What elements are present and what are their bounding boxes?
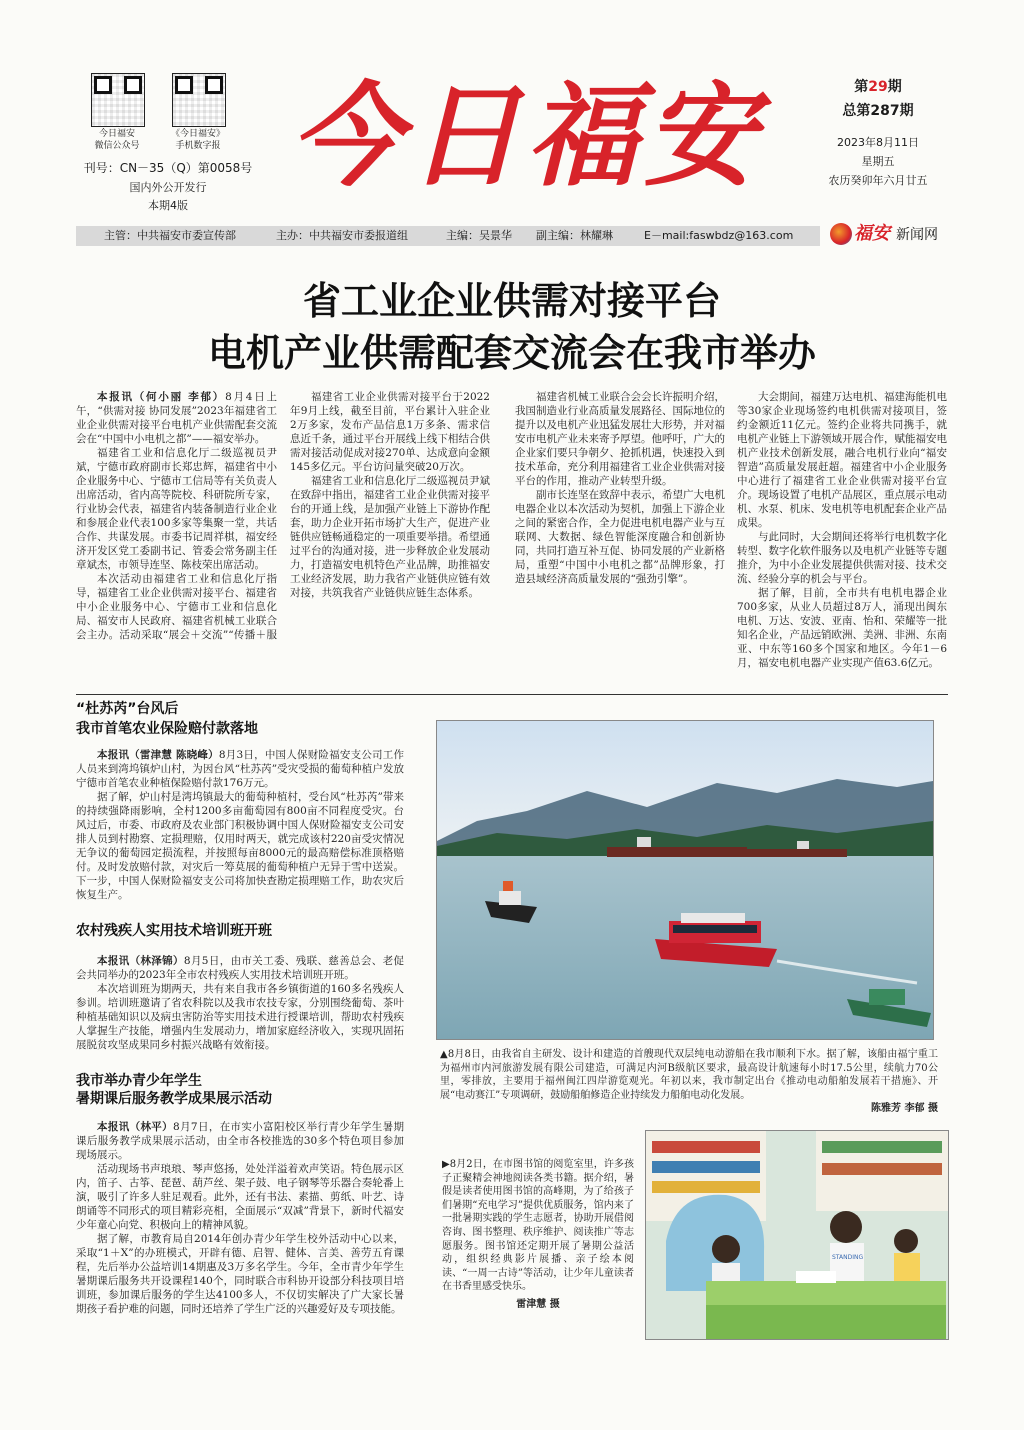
chief-editor-text: 主编：吴景华 (446, 229, 512, 242)
qr-code-wechat[interactable] (91, 73, 145, 127)
logo-site-text: 新闻网 (896, 227, 938, 243)
table-front (706, 1305, 946, 1339)
lead-column-4: 大会期间，福建万达电机、福建海能机电等30家企业现场签约电机供需对接项目，签约金额近11亿元。签约企业将共同携手，就电机产业链上下游领域开展合作，赋能福安电机产业技术创新发展，融合电机行业向“福安智造”高质量发展赶超。福建省中小企业服务中心进行了福建省工业企业供需对接平台宣介。现场设置了电机产品展区，重点展示电动机、水泵、机床、发电机等电机配套企业产品成果。 与此同时，大会期间还将举行电机数字化转型、数字化软件服务以及电机产业链等专题推介，为中小企业发展提供供需对接、技术交流、经验分享的机会与平台。 据了解，目前，全市共有电机电器企业700多家，从业人员超过8万人，涌现出闽东电机、万达、安波、亚南、怡和、荣耀等一批知名企业，产品远销欧洲、美洲、非洲、东南亚、中东等160多个国家和地区。今年1－6月，福安电机电器产业实现产值63.6亿元。 (737, 391, 947, 669)
issue-number: 第29期 (854, 79, 902, 95)
article2-title-1: “杜苏芮”台风后 (76, 701, 179, 717)
edition-count: 本期4版 (148, 199, 188, 212)
qr-label-digital-paper: 《今日福安》 手机数字报 (170, 129, 225, 151)
open-book (796, 1271, 836, 1283)
electric-tour-boat (655, 913, 777, 967)
qr-code-digital-paper[interactable] (172, 73, 226, 127)
section-divider (76, 694, 948, 695)
photo-electric-boat (436, 720, 934, 1040)
article4-body: 本报讯（林平）8月7日，在市实小富阳校区举行青少年学生暑期课后服务教学成果展示活动，由全市各校推选的30多个特色项目参加现场展示。 活动现场书声琅琅、琴声悠扬，处处洋溢着欢声笑语。特色展示区内，笛子、古筝、琵琶、葫芦丝、架子鼓、电子钢琴等乐器合奏轮番上演，吸引了许多人驻足观看。此外，还有书法、素描、剪纸、叶艺、诗朗诵等不同形式的项目精彩亮相，全面展示“双减”背景下，新时代福安少年童心向党、积极向上的精神风貌。 据了解，市教育局自2014年创办青少年学生校外活动中心以来，采取“1＋X”的办班模式，开辟有德、启智、健体、言美、善劳五育课程，先后举办公益培训14期惠及3万多名学生。今年，全市青少年学生暑期课后服务共开设课程140个，同时联合市科协开设部分科技项目培训班，参加课后服务的学生达4100多人，不仅切实解决了广大家长暑期孩子看护难的问题，同时还培养了学生广泛的兴趣爱好及专项技能。 (76, 1121, 404, 1315)
lunar-date: 农历癸卯年六月廿五 (828, 174, 928, 187)
photo1-credit: 陈雅芳 李郁 摄 (871, 1103, 938, 1115)
article4-title-1: 我市举办青少年学生 (76, 1073, 202, 1089)
lead-headline-2: 电机产业供需配套交流会在我市举办 (207, 331, 816, 375)
lead-byline: 本报讯（何小丽 李郁） (97, 391, 226, 403)
shirt-text: STANDING (832, 1254, 864, 1261)
issue-date: 2023年8月11日 (837, 136, 919, 149)
photo-electric-boat-svg (437, 721, 933, 1039)
article2-body: 本报讯（雷津慧 陈晓峰）8月3日，中国人保财险福安支公司工作人员来到湾坞镇炉山村，为因台风“杜苏芮”受灾受损的葡萄种植户发放宁德市首笔农业种植保险赔付款176万元。 据了解，炉山村是湾坞镇最大的葡萄种植村，受台风“杜苏芮”带来的持续强降雨影响，全村1200多亩葡萄园有800亩不同程度受灾。台风过后，市委、市政府及农业部门积极协调中国人保财险福安支公司安排人员到村勘察、定损理赔，仅用时两天，就完成该村220亩受灾情况无争议的葡萄园定损流程，并按照每亩8000元的最高赔偿标准顶格赔付。及时发放赔付款，对灾后一筹莫展的葡萄种植户无异于雪中送炭。下一步，中国人保财险福安支公司将加快查勘定损理赔工作，助农灾后恢复生产。 (76, 749, 404, 901)
publication-number: 刊号：CN－35（Q）第0058号 (83, 161, 253, 175)
article2-title-2: 我市首笔农业保险赔付款落地 (76, 721, 258, 737)
photo1-caption: ▲8月8日，由我省自主研发、设计和建造的首艘现代双层纯电动游船在我市顺利下水。据了解，该船由福宁重工为福州市内河旅游发展有限公司建造，可满足内河B级航区要求，最高设计航速每小时17.5公里，续航力70公里，零排放，主要用于福州闽江四岸游览观光。年初以来，我市制定出台《推动电动船舶发展若干措施》、开展“电动赛江”专项调研，鼓励船舶修造企业持续发力船舶电动化发展。 陈雅芳 李郁 摄 (440, 1049, 938, 1115)
organizer-text: 主办：中共福安市委报道组 (276, 229, 408, 242)
sponsor-text: 主管：中共福安市委宣传部 (104, 229, 236, 242)
article4-title-2: 暑期课后服务教学成果展示活动 (76, 1091, 272, 1107)
photo-library-children (645, 1130, 949, 1340)
article3-body: 本报讯（林泽锦）8月5日，由市关工委、残联、慈善总会、老促会共同举办的2023年全市农村残疾人实用技术培训班开班。 本次培训班为期两天，共有来自我市各乡镇街道的160多名残疾人参训。培训班邀请了省农科院以及我市农技专家，分别围绕葡萄、茶叶种植基础知识以及病虫害防治等实用技术进行授课培训，帮助农村残疾人掌握生产技能，增强内生发展动力，增加家庭经济收入，实现巩固拓展脱贫攻坚成果同乡村振兴战略有效衔接。 (76, 955, 404, 1051)
logo-swirl-icon (830, 223, 852, 245)
issue-weekday: 星期五 (861, 155, 895, 168)
photo-library-svg (646, 1131, 948, 1339)
email-text[interactable]: E－mail:faswbdz@163.com (644, 229, 794, 242)
deputy-editor-text: 副主编：林耀琳 (536, 229, 613, 242)
lead-column-2: 福建省工业企业供需对接平台于2022年9月上线，截至目前，平台累计入驻企业2万多家，发布产品信息1万多条、需求信息近千条，通过平台开展线上线下相结合供需对接活动促成对接270单、达成意向金额145多亿元。平台访问量突破20万次。 福建省工业和信息化厅二级巡视员尹斌在致辞中指出，福建省工业企业供需对接平台的开通上线，是加强产业链上下游协作配套，助力企业开拓市场扩大生产，促进产业链供应链畅通稳定的一项重要举措。希望通过平台的沟通对接，进一步释放企业发展动力，打造福安电机特色产业品牌，助推福安工业经济发展，助力我省产业链供应链有效对接，共筑我省产业链供应链生态体系。 (290, 391, 490, 599)
lead-headline-1: 省工业企业供需对接平台 (302, 279, 721, 323)
total-issue-number: 总第287期 (842, 103, 914, 119)
reading-table (706, 1281, 946, 1305)
lead-column-3: 福建省机械工业联合会会长许振明介绍，我国制造业行业高质量发展路径、国际地位的提升以及电机产业迅猛发展壮大形势，并对福安市电机产业未来寄予厚望。他呼吁，广大的企业家们要只争朝夕、抢抓机遇，快速投入到技术革命，充分利用福建省工业企业供需对接平台的作用，推动产业转型升级。 副市长连坚在致辞中表示，希望广大电机电器企业以本次活动为契机，加强上下游企业之间的紧密合作，全力促进电机电器产业与互联网、大数据、绿色智能深度融合和创新协同，共同打造互补互促、协同发展的产业新格局，重塑“中国中小电机之都”品牌形象，打造县域经济高质量发展的“强劲引擎”。 (515, 391, 725, 585)
masthead-title: 今日福安 (290, 71, 762, 202)
photo2-caption: ▶8月2日，在市图书馆的阅览室里，许多孩子正聚精会神地阅读各类书籍。据介绍，暑假是读者使用图书馆的高峰期，为了给孩子们暑期“充电学习”提供优质服务，馆内来了一批暑期实践的学生志愿者，协助开展借阅咨询、图书整理、秩序维护、阅读推广等志愿服务。图书馆还定期开展了暑期公益活动，组织经典影片展播、亲子绘本阅读、“一周一古诗”等活动，让少年儿童读者在书香里感受快乐。 雷津慧 摄 (442, 1159, 634, 1310)
lead-column-1: 本报讯（何小丽 李郁）8月4日上午，“供需对接 协同发展”2023年福建省工业企业供需对接平台电机产业供需配套交流会在“中国中小电机之都”——福安举办。 福建省工业和信息化厅二级巡视员尹斌，宁德市政府副市长郑忠辉，福建省中小企业服务中心、宁德市工信局等有关负责人出席活动，省内高等院校、科研院所专家，行业协会代表，福建省内装备制造行业企业和参展企业代表100多家等集聚一堂，共话合作、共谋发展。市委书记周祥棋，福安经济开发区党工委副书记、管委会常务副主任章斌杰，市领导连坚、陈枝荣出席活动。 本次活动由福建省工业和信息化厅指导，福建省工业企业供需对接平台、福建省中小企业服务中心、宁德市工业和信息化局、福安市人民政府、福建省机械工业联合会主办。活动采取“展会＋交流”“传播＋服 (76, 391, 277, 641)
qr-label-wechat: 今日福安 微信公众号 (94, 129, 140, 151)
photo2-credit: 雷津慧 摄 (516, 1298, 560, 1310)
article3-title: 农村残疾人实用技术培训班开班 (76, 923, 272, 939)
masthead-info-bar (76, 226, 820, 246)
distribution-note: 国内外公开发行 (129, 181, 207, 194)
news-site-logo[interactable] (830, 220, 960, 250)
logo-brand-text: 福安 (854, 223, 890, 244)
